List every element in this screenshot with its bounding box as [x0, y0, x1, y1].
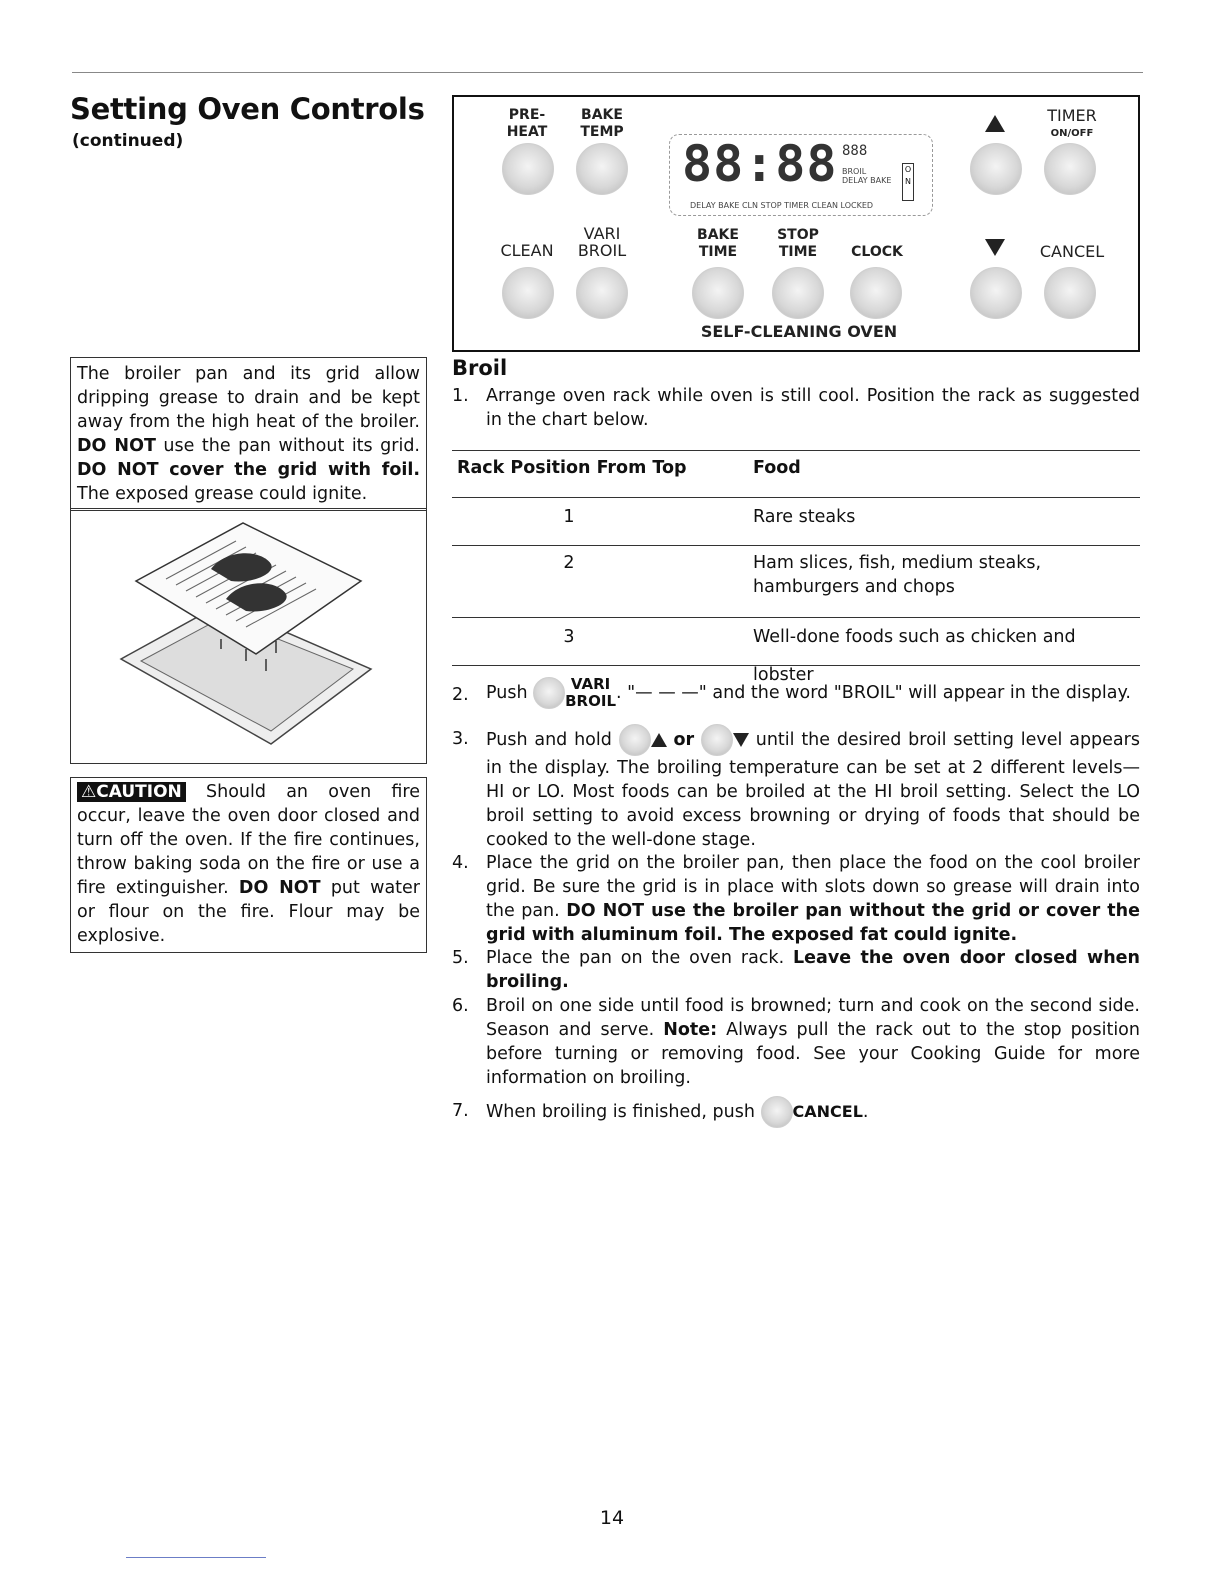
- down-arrow-inline-icon: [733, 733, 749, 747]
- stop-time-label: STOP TIME: [777, 227, 819, 260]
- down-arrow-icon: [985, 239, 1005, 256]
- rack-position-table: [452, 450, 1140, 685]
- page-number: 14: [599, 1507, 625, 1529]
- broiler-pan-note: The broiler pan and its grid allow dripping grease to drain and be kept away from the high heat of the broiler. DO NOT use the pan without its grid. DO NOT cover the grid with foil. The exposed grease could ignite.: [70, 357, 427, 511]
- display-digits: 88:88: [682, 135, 838, 193]
- broiler-pan-illustration: [70, 508, 427, 764]
- step-2: 2. Push VARI BROIL. "— — —" and the word "BROIL" will appear in the display.: [452, 675, 1131, 710]
- step-1: 1. Arrange oven rack while oven is still cool. Position the rack as suggested in the chart below.: [452, 386, 1140, 430]
- display-stack-labels: BROIL DELAY BAKE: [842, 167, 892, 185]
- caution-box: ⚠CAUTION Should an oven fire occur, leave the oven door closed and turn off the oven. If the fire continues, throw baking soda on the fire or use a fire extinguisher. DO NOT put water or flour on the fire. Flour may be explosive.: [70, 777, 427, 953]
- display-on-indicator: O N: [902, 163, 914, 201]
- clock-button[interactable]: [850, 267, 902, 319]
- page-title: Setting Oven Controls: [70, 92, 425, 126]
- down-arrow-button[interactable]: [970, 267, 1022, 319]
- cancel-label: CANCEL: [1039, 242, 1105, 261]
- up-arrow-inline-icon: [651, 733, 667, 747]
- broiler-pan-drawing: [71, 509, 426, 763]
- up-inline-button: [619, 724, 651, 756]
- down-inline-button: [701, 724, 733, 756]
- cancel-inline-button: [761, 1096, 793, 1128]
- bake-time-button[interactable]: [692, 267, 744, 319]
- timer-onoff-label: ON/OFF: [1050, 128, 1094, 139]
- panel-brand-label: SELF-CLEANING OVEN: [700, 322, 898, 341]
- pre-heat-label: PRE- HEAT: [506, 107, 548, 140]
- bake-temp-label: BAKE TEMP: [580, 107, 624, 140]
- bake-temp-button[interactable]: [576, 143, 628, 195]
- vari-broil-inline-label: VARI BROIL: [565, 675, 616, 710]
- up-arrow-button[interactable]: [970, 143, 1022, 195]
- bake-time-label: BAKE TIME: [697, 227, 739, 260]
- step-4: 4. Place the grid on the broiler pan, then place the food on the cool broiler grid. Be sure the grid is in place with slots down so grease will drain into the pan. DO NOT use the broiler pan without the grid or cover the grid with aluminum foil. The exposed fat could ignite.: [452, 853, 1140, 945]
- oven-control-panel: [452, 95, 1140, 352]
- display-small-digits: 888: [842, 143, 868, 159]
- stop-time-button[interactable]: [772, 267, 824, 319]
- up-arrow-icon: [985, 115, 1005, 132]
- timer-label: TIMER: [1047, 106, 1097, 125]
- footer-rule: [126, 1557, 266, 1558]
- top-rule: [72, 72, 1143, 73]
- vari-broil-button[interactable]: [576, 267, 628, 319]
- warning-icon: ⚠: [81, 782, 97, 802]
- table-header: Rack Position From Top Food: [452, 450, 1140, 498]
- step-7: 7. When broiling is finished, push CANCEL.: [452, 1096, 1140, 1128]
- clean-button[interactable]: [502, 267, 554, 319]
- table-row: 3 Well-done foods such as chicken and lobster: [452, 618, 1140, 666]
- page-subtitle: (continued): [72, 131, 184, 151]
- cancel-button[interactable]: [1044, 267, 1096, 319]
- table-row: 1 Rare steaks: [452, 498, 1140, 546]
- step-6: 6. Broil on one side until food is browned; turn and cook on the second side. Season and serve. Note: Always pull the rack out to the stop position before turning or removing food. See your Cooking Guide for more information on broiling.: [452, 996, 1140, 1088]
- caution-badge: ⚠CAUTION: [77, 782, 186, 802]
- clock-label: CLOCK: [851, 244, 903, 260]
- step-5: 5. Place the pan on the oven rack. Leave the oven door closed when broiling.: [452, 948, 1140, 992]
- clean-label: CLEAN: [500, 241, 554, 260]
- pre-heat-button[interactable]: [502, 143, 554, 195]
- timer-button[interactable]: [1044, 143, 1096, 195]
- step-3: 3. Push and hold or until the desired broil setting level appears in the display. The broiling temperature can be set at 2 different levels—HI or LO. Most foods can be broiled at the HI broil setting. Select the LO broil setting to avoid excess browning or drying of foods that should be cooked to the well-done stage.: [452, 724, 1140, 852]
- table-row: 2 Ham slices, fish, medium steaks, hamburgers and chops: [452, 546, 1140, 618]
- display-row-labels: DELAY BAKE CLN STOP TIMER CLEAN LOCKED: [690, 201, 874, 210]
- vari-broil-inline-button: [533, 677, 565, 709]
- vari-broil-label: VARI BROIL: [577, 224, 627, 260]
- broil-heading: Broil: [452, 356, 508, 380]
- oven-display: [669, 134, 933, 216]
